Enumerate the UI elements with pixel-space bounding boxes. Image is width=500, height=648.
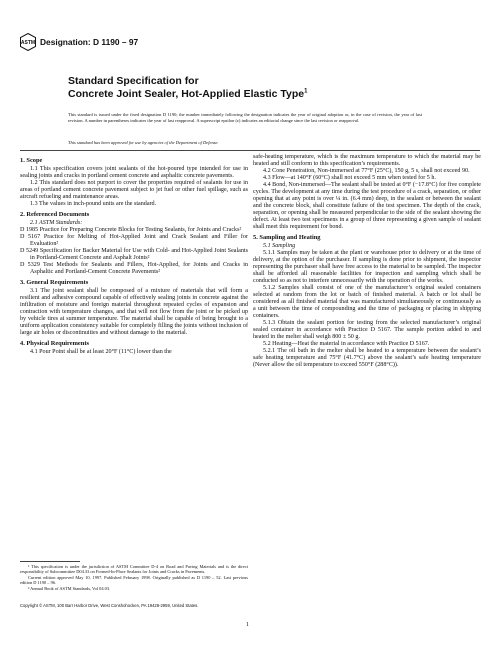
reference-d5167: D 5167 Practice for Melting of Hot-Applied Joint and Crack Sealant and Filler for Evaluation²: [20, 234, 248, 247]
section-3-heading: 3. General Requirements: [20, 279, 89, 286]
reference-d5329: D 5329 Test Methods for Sealants and Fillers, Hot-Applied, for Joints and Cracks in Asphaltic and Portland-Cement Concrete Pavements²: [20, 262, 248, 275]
title-line-2: [68, 88, 307, 100]
svg-text:ASTM: ASTM: [20, 40, 36, 46]
footnote-divider: [20, 561, 80, 562]
footnote-1: ¹ This specification is under the jurisdiction of ASTM Committee D-4 on Road and Paving Materials and is the direct responsibility of Subcommittee D04.33 on Formed-In-Place Sealants for Joints and Cracks in Pavements.: [20, 564, 248, 575]
section-4-heading: 4. Physical Requirements: [20, 340, 89, 347]
astm-logo-icon: [20, 33, 36, 51]
title-line-1: Standard Specification for: [68, 75, 199, 87]
title-text: Concrete Joint Sealer, Hot-Applied Elastic Type: [68, 88, 305, 100]
para-1-3: 1.3 The values in inch-pound units are the standard.: [30, 201, 157, 207]
para-4-2: 4.2 Cone Penetration, Non-immersed at 77°F (25°C), 150 g, 5 s, shall not exceed 90.: [263, 168, 470, 174]
para-5-2-1: 5.2.1 The oil bath in the melter shall be heated to a temperature between the sealant’s safe heating temperature and 75°F (41.7°C) above the sealant’s safe heating temperature (Never allow the oil temperature to exceed 550°F (288°C)).: [253, 348, 481, 368]
para-2-1: 2.1 ASTM Standards:: [30, 220, 83, 226]
para-4-3: 4.3 Flow—at 140°F (60°C) shall not exceed 5 mm when tested for 5 h.: [263, 175, 436, 181]
para-5-2: 5.2 Heating—Heat the material in accordance with Practice D 5167.: [263, 341, 430, 347]
section-1-heading: 1. Scope: [20, 157, 43, 164]
fixed-designation-note: This standard is issued under the fixed designation D 1190; the number immediately following the designation indicates the year of original adoption or, in the case of revision, the year of last revision. A number in parentheses indicates the year of last reapproval. A superscript epsilon (ε) indicates an editorial change since the last revision or reapproval.: [68, 112, 422, 124]
para-5-1-2: 5.1.2 Samples shall consist of one of the manufacturer’s original sealed containers selected at random from the lot or batch of finished material. A batch or lot shall be considered as all finished material that was manufactured simultaneously or continuously as a unit between the time of compounding and the time of packaging or placing in shipping containers.: [253, 285, 481, 319]
footnote-2: ² Annual Book of ASTM Standards, Vol 04.03.: [28, 585, 111, 591]
reference-d1985: D 1985 Practice for Preparing Concrete Blocks for Testing Sealants, for Joints and Cracks²: [20, 227, 242, 233]
para-3-1: 3.1 The joint sealant shall be composed of a mixture of materials that will form a resilient and adhesive compound capable of effectively sealing joints in concrete against the infiltration of moisture and foreign material throughout repeated cycles of expansion and contraction with temperature changes, and that will not flow from the joint or be picked up by vehicle tires at summer temperature. The material shall be capable of being brought to a uniform application consistency suitable for completely filling the joints without inclusion of large air holes or discontinuities and without damage to the material.: [20, 288, 248, 336]
para-5-1-3: 5.1.3 Obtain the sealant portion for testing from the selected manufacturer’s original sealed container in accordance with Practice D 5167. The sample portion added to and heated in the melter shall weigh 800 ± 50 g.: [253, 320, 481, 340]
para-1-1: 1.1 This specification covers joint sealants of the hot-poured type intended for use in sealing joints and cracks in portland cement concrete and asphaltic concrete pavements.: [20, 166, 248, 179]
footnotes: [20, 564, 248, 591]
section-2-heading: 2. Referenced Documents: [20, 211, 90, 218]
page-number: 1: [246, 622, 249, 628]
para-5-1-1: 5.1.1 Samples may be taken at the plant or warehouse prior to delivery or at the time of delivery, at the option of the purchaser. If sampling is done prior to shipment, the inspector representing the purchaser shall have free access to the material to be sampled. The inspector shall be afforded all reasonable facilities for inspection and sampling which shall be conducted so as not to interfere unnecessarily with the operation of the works.: [253, 250, 481, 284]
para-4-1-cont: safe-heating temperature, which is the maximum temperature to which the material may be heated and still conform to this specification’s requirements.: [253, 154, 481, 167]
para-4-4: 4.4 Bond, Non-immersed—The sealant shall be tested at 0°F (−17.8°C) for five complete cycles. The development at any time during the test procedure of a crack, separation, or other opening that at any point is over ¼ in. (6.4 mm) deep, in the sealant or between the sealant and the concrete block, shall constitute failure of the test specimen. The depth of the crack, separation, or opening shall be measured perpendicular to the side of the sealant showing the defect. At least two test specimens in a group of three representing a given sample of sealant shall meet this requirement for bond.: [253, 182, 481, 230]
copyright: Copyright © ASTM, 100 Barr Harbor Drive, West Conshohocken, PA 19428-2959, United States.: [20, 603, 199, 608]
title-footnote-mark: 1: [304, 88, 308, 95]
para-4-1: 4.1 Pour Point shall be at least 20°F (11°C) lower than the: [30, 349, 172, 355]
reference-d5249: D 5249 Specification for Backer Material for Use with Cold- and Hot-Applied Joint Sealants in Portland-Cement Concrete and Asphalt Joints²: [20, 248, 248, 261]
footnote-1-edition: Current edition approved May 10, 1997. Published February 1998. Originally published as D 1190 – 52. Last previous edition D 1190 – 96.: [20, 574, 248, 586]
dod-approval-note: This standard has been approved for use by agencies of the Department of Defense.: [68, 140, 219, 145]
left-column: [20, 154, 248, 356]
header-divider: [20, 150, 480, 151]
para-1-2: 1.2 This standard does not purport to cover the properties required of sealants for use in areas of portland cement concrete pavement subject to jet fuel or other fuel spillage, such as aircraft refueling and maintenance areas.: [20, 180, 248, 200]
right-column: [253, 154, 481, 369]
para-5-1: 5.1 Sampling: [263, 243, 296, 249]
designation: Designation: D 1190 – 97: [40, 37, 139, 47]
section-5-heading: 5. Sampling and Heating: [253, 234, 321, 241]
